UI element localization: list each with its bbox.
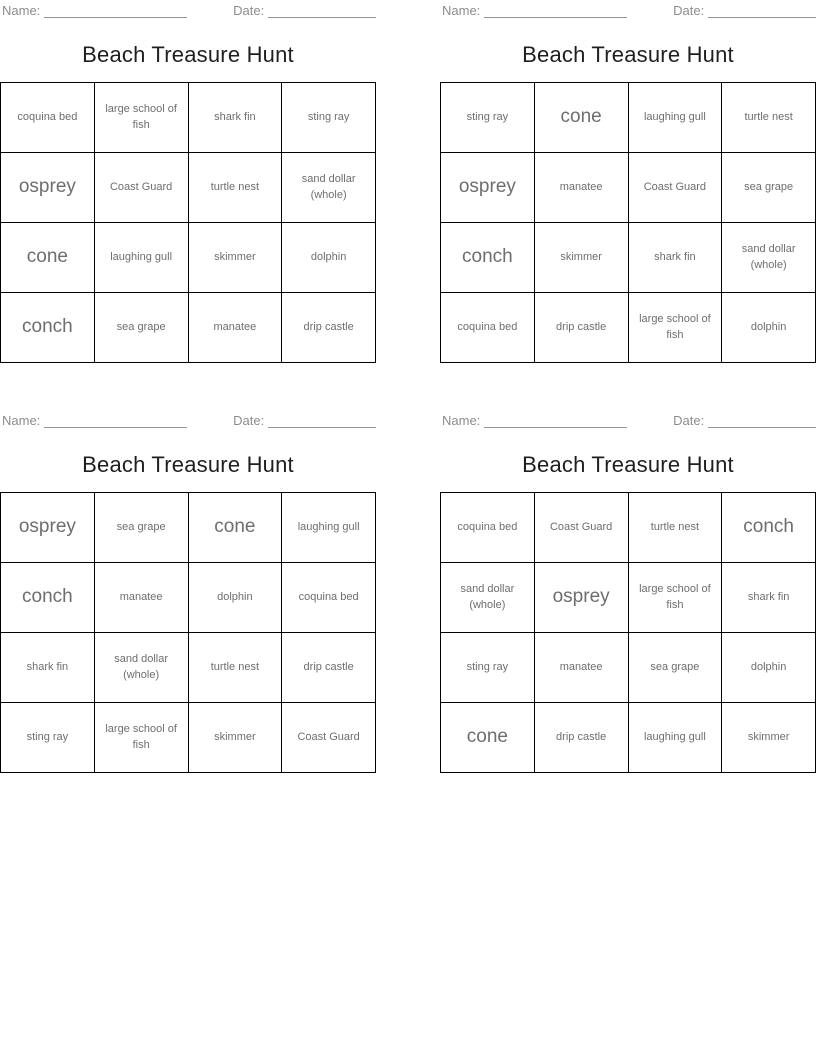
bingo-cell: sand dollar (whole) xyxy=(441,563,535,633)
bingo-cell: shark fin xyxy=(1,633,95,703)
name-label: Name: xyxy=(442,3,481,18)
bingo-cell: laughing gull xyxy=(628,703,722,773)
bingo-cell: cone xyxy=(534,83,628,153)
bingo-cell: sea grape xyxy=(628,633,722,703)
grid-row xyxy=(441,83,816,153)
bingo-cell: coquina bed xyxy=(441,493,535,563)
bingo-cell: sea grape xyxy=(94,493,188,563)
bingo-cell: laughing gull xyxy=(94,223,188,293)
bingo-cell: laughing gull xyxy=(628,83,722,153)
card-title: Beach Treasure Hunt xyxy=(522,452,734,477)
bingo-cell: large school of fish xyxy=(94,703,188,773)
name-fill-line xyxy=(484,416,627,428)
grid-row xyxy=(441,633,816,703)
bingo-cell: large school of fish xyxy=(628,293,722,363)
name-fill-line xyxy=(44,6,187,18)
bingo-cell: drip castle xyxy=(534,703,628,773)
grid-row xyxy=(1,703,376,773)
bingo-cell: conch xyxy=(1,563,95,633)
card-title: Beach Treasure Hunt xyxy=(82,42,294,67)
bingo-cell: osprey xyxy=(441,153,535,223)
date-group xyxy=(673,413,816,428)
bingo-cell: shark fin xyxy=(188,83,282,153)
bingo-cell: cone xyxy=(441,703,535,773)
bingo-cell: sand dollar (whole) xyxy=(282,153,376,223)
date-group xyxy=(233,3,376,18)
bingo-card-4 xyxy=(440,410,816,780)
bingo-cell: skimmer xyxy=(722,703,816,773)
grid-row xyxy=(1,223,376,293)
bingo-cell: Coast Guard xyxy=(94,153,188,223)
bingo-cell: large school of fish xyxy=(94,83,188,153)
bingo-cell: coquina bed xyxy=(282,563,376,633)
name-date-row xyxy=(442,412,816,428)
bingo-cell: Coast Guard xyxy=(282,703,376,773)
bingo-cell: sand dollar (whole) xyxy=(94,633,188,703)
bingo-card-1 xyxy=(0,0,376,370)
bingo-cell: shark fin xyxy=(628,223,722,293)
name-label: Name: xyxy=(2,3,41,18)
bingo-cell: skimmer xyxy=(188,223,282,293)
bingo-cell: manatee xyxy=(94,563,188,633)
bingo-card-2 xyxy=(440,0,816,370)
grid-row xyxy=(441,153,816,223)
bingo-cell: conch xyxy=(722,493,816,563)
bingo-cell: drip castle xyxy=(282,633,376,703)
bingo-cell: drip castle xyxy=(282,293,376,363)
bingo-cell: cone xyxy=(1,223,95,293)
bingo-cell: osprey xyxy=(1,493,95,563)
bingo-cell: cone xyxy=(188,493,282,563)
bingo-cell: sea grape xyxy=(94,293,188,363)
bingo-cell: sting ray xyxy=(441,83,535,153)
bingo-cell: dolphin xyxy=(282,223,376,293)
bingo-cell: dolphin xyxy=(188,563,282,633)
grid-row xyxy=(1,493,376,563)
name-fill-line xyxy=(44,416,187,428)
bingo-cell: manatee xyxy=(188,293,282,363)
bingo-cell: dolphin xyxy=(722,633,816,703)
bingo-cell: sea grape xyxy=(722,153,816,223)
date-label: Date: xyxy=(673,3,705,18)
bingo-grid-3 xyxy=(0,492,376,773)
bingo-cell: large school of fish xyxy=(628,563,722,633)
bingo-card-3 xyxy=(0,410,376,780)
name-date-row xyxy=(2,2,376,18)
bingo-cell: skimmer xyxy=(188,703,282,773)
name-label: Name: xyxy=(442,413,481,428)
bingo-cell: osprey xyxy=(1,153,95,223)
grid-row xyxy=(441,563,816,633)
bingo-cell: conch xyxy=(441,223,535,293)
name-label: Name: xyxy=(2,413,41,428)
bingo-cell: sting ray xyxy=(441,633,535,703)
grid-row xyxy=(1,563,376,633)
bingo-cell: coquina bed xyxy=(441,293,535,363)
date-fill-line xyxy=(268,416,376,428)
name-fill-line xyxy=(484,6,627,18)
bingo-cell: turtle nest xyxy=(188,153,282,223)
grid-row xyxy=(1,153,376,223)
bingo-grid-1 xyxy=(0,82,376,363)
bingo-grid-4 xyxy=(440,492,816,773)
bingo-cell: turtle nest xyxy=(188,633,282,703)
bingo-cell: turtle nest xyxy=(628,493,722,563)
bingo-cell: conch xyxy=(1,293,95,363)
bingo-cell: osprey xyxy=(534,563,628,633)
grid-row xyxy=(441,293,816,363)
date-group xyxy=(673,3,816,18)
grid-row xyxy=(1,633,376,703)
bingo-grid-2 xyxy=(440,82,816,363)
name-date-row xyxy=(442,2,816,18)
bingo-cell: sting ray xyxy=(282,83,376,153)
bingo-cell: sand dollar (whole) xyxy=(722,223,816,293)
bingo-cell: manatee xyxy=(534,153,628,223)
date-label: Date: xyxy=(673,413,705,428)
bingo-cell: skimmer xyxy=(534,223,628,293)
date-label: Date: xyxy=(233,413,265,428)
bingo-cell: shark fin xyxy=(722,563,816,633)
bingo-cell: dolphin xyxy=(722,293,816,363)
name-date-row xyxy=(2,412,376,428)
bingo-cell: manatee xyxy=(534,633,628,703)
bingo-cell: sting ray xyxy=(1,703,95,773)
grid-row xyxy=(441,703,816,773)
bingo-cell: laughing gull xyxy=(282,493,376,563)
bingo-cell: Coast Guard xyxy=(534,493,628,563)
bingo-cell: coquina bed xyxy=(1,83,95,153)
bingo-cell: turtle nest xyxy=(722,83,816,153)
grid-row xyxy=(1,83,376,153)
date-group xyxy=(233,413,376,428)
card-title: Beach Treasure Hunt xyxy=(522,42,734,67)
date-fill-line xyxy=(708,6,816,18)
date-fill-line xyxy=(708,416,816,428)
bingo-cell: Coast Guard xyxy=(628,153,722,223)
grid-row xyxy=(1,293,376,363)
grid-row xyxy=(441,493,816,563)
date-fill-line xyxy=(268,6,376,18)
grid-row xyxy=(441,223,816,293)
date-label: Date: xyxy=(233,3,265,18)
card-title: Beach Treasure Hunt xyxy=(82,452,294,477)
bingo-cell: drip castle xyxy=(534,293,628,363)
